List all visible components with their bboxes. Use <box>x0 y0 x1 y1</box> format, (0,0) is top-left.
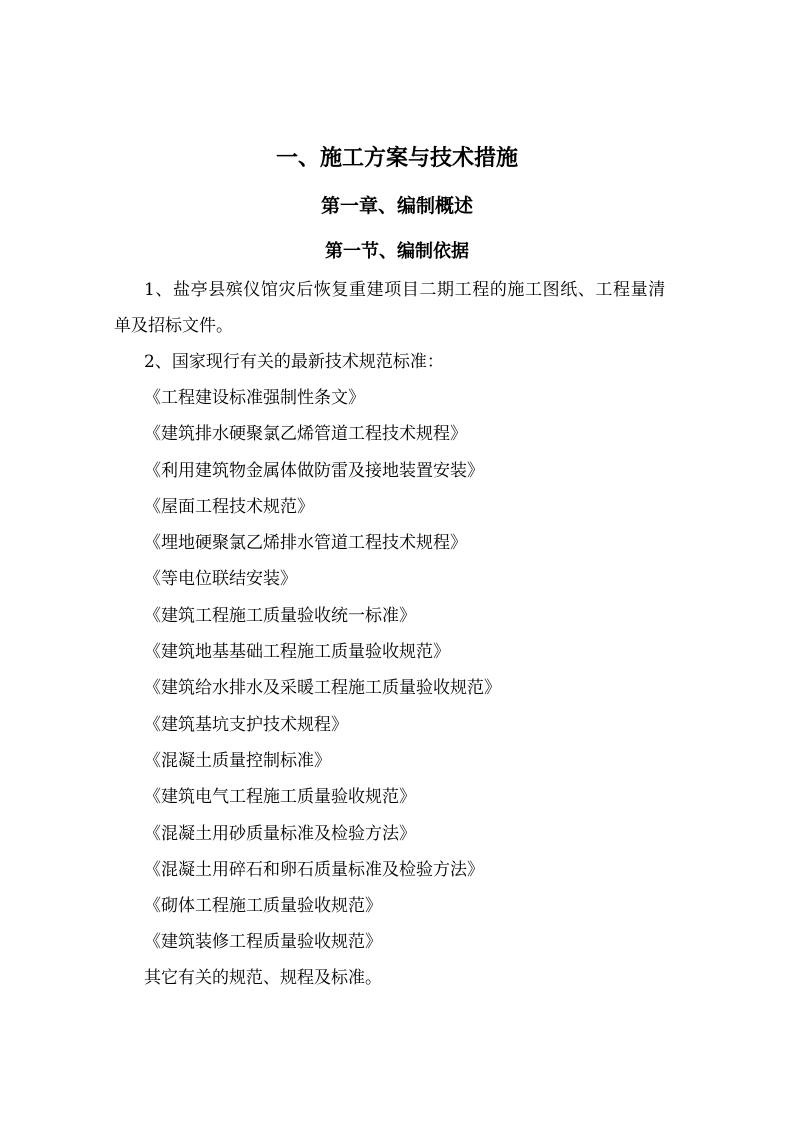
list-item: 《工程建设标准强制性条文》 <box>144 388 365 408</box>
list-item: 《利用建筑物金属体做防雷及接地装置安装》 <box>144 460 484 481</box>
list-item: 《混凝土用砂质量标准及检验方法》 <box>144 823 416 844</box>
list-item: 《埋地硬聚氯乙烯排水管道工程技术规程》 <box>144 533 467 554</box>
list-item: 《屋面工程技术规范》 <box>144 496 314 517</box>
list-item: 《砌体工程施工质量验收规范》 <box>144 896 382 917</box>
list-item: 《建筑给水排水及采暖工程施工质量验收规范》 <box>144 678 501 699</box>
list-item: 《建筑地基基础工程施工质量验收规范》 <box>144 642 450 663</box>
paragraph-line: 1、盐亭县殡仪馆灾后恢复重建项目二期工程的施工图纸、工程量清 <box>144 280 666 300</box>
list-item: 《混凝土用碎石和卵石质量标准及检验方法》 <box>144 859 484 880</box>
list-item: 《建筑基坑支护技术规程》 <box>144 714 348 735</box>
document-title: 一、施工方案与技术措施 <box>275 145 518 171</box>
chapter-heading: 第一章、编制概述 <box>320 195 473 217</box>
section-heading: 第一节、编制依据 <box>325 241 469 262</box>
paragraph-basis-2: 2、国家现行有关的最新技术规范标准： <box>144 352 444 372</box>
list-item: 《建筑排水硬聚氯乙烯管道工程技术规程》 <box>144 424 467 445</box>
paragraph-line: 单及招标文件。 <box>114 316 233 336</box>
list-item: 《混凝土质量控制标准》 <box>144 750 331 771</box>
list-item: 《建筑装修工程质量验收规范》 <box>144 932 382 953</box>
paragraph-basis-1 <box>114 272 724 344</box>
list-item: 《等电位联结安装》 <box>144 569 297 590</box>
list-item: 《建筑电气工程施工质量验收规范》 <box>144 787 416 808</box>
list-item: 《建筑工程施工质量验收统一标准》 <box>144 605 416 626</box>
closing-statement: 其它有关的规范、规程及标准。 <box>144 968 382 988</box>
standards-list <box>144 380 501 961</box>
